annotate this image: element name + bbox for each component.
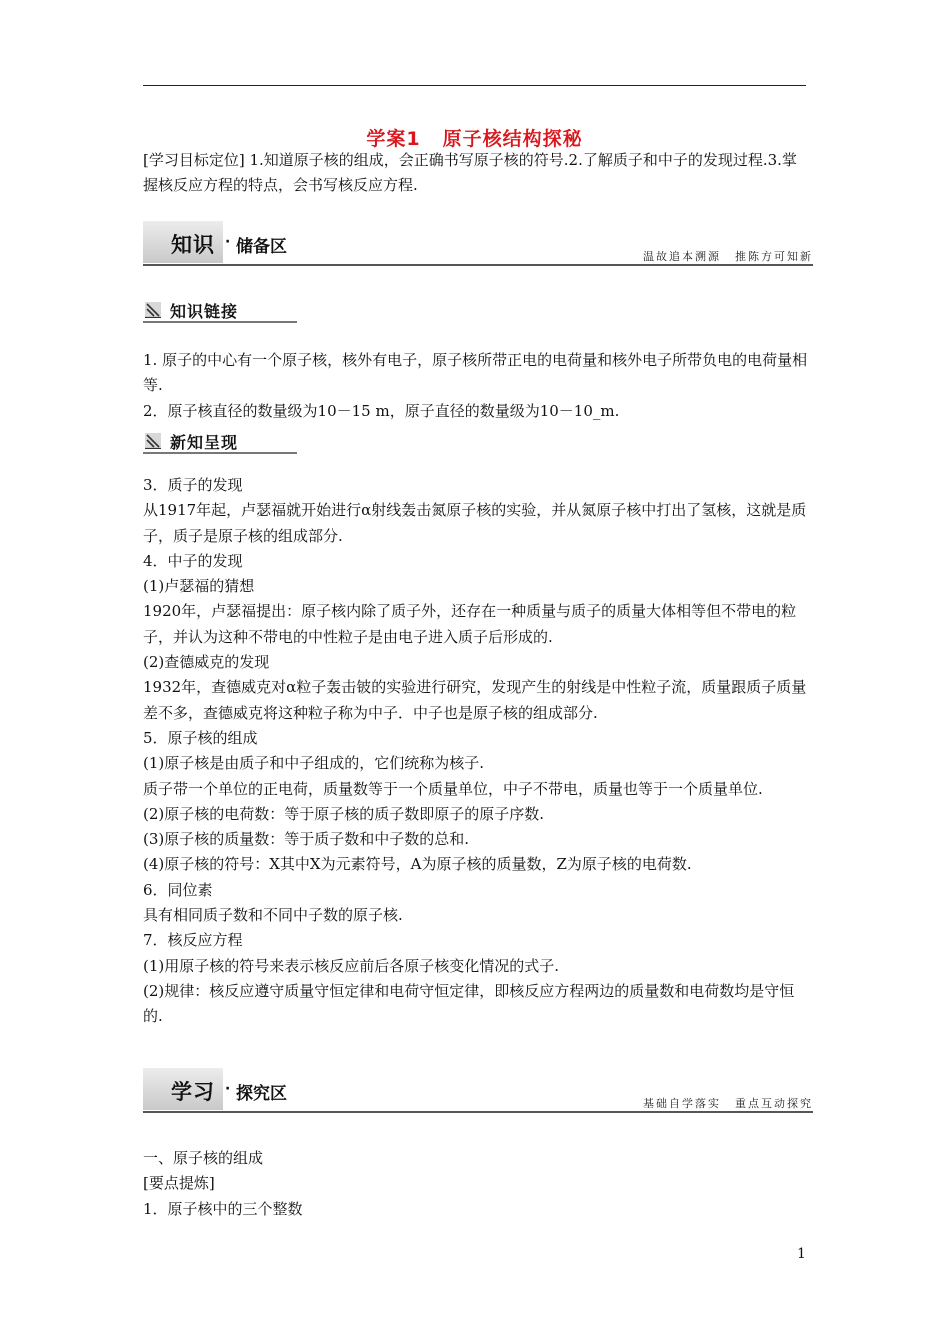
list-item: 1．原子核中的三个整数: [143, 1199, 303, 1218]
list-item: (2)规律：核反应遵守质量守恒定律和电荷守恒定律，即核反应方程两边的质量数和电荷数均是守恒的.: [143, 981, 795, 1026]
page-number: 1: [797, 1246, 806, 1262]
slogan-part: 推陈方可知新: [735, 250, 813, 263]
subhead-underline: [143, 452, 297, 454]
title-lesson-number: 学案1: [366, 128, 421, 150]
objectives-text: [学习目标定位] 1.知道原子核的组成，会正确书写原子核的符号.2.了解质子和中子的发现过程.3.掌握核反应方程的特点，会书写核反应方程.: [143, 151, 797, 195]
section-title: 探究区: [236, 1084, 287, 1104]
section-header-knowledge: [143, 221, 813, 267]
list-item: 5．原子核的组成: [143, 728, 258, 747]
list-item: 4．中子的发现: [143, 551, 243, 570]
list-item: [要点提炼]: [143, 1174, 215, 1193]
list-item: 具有相同质子数和不同中子数的原子核.: [143, 906, 403, 925]
diagonal-lines-icon: [145, 302, 161, 318]
list-item: 质子带一个单位的正电荷，质量数等于一个质量单位，中子不带电，质量也等于一个质量单位.: [143, 779, 763, 798]
list-item: (4)原子核的符号：X其中X为元素符号，A为原子核的质量数，Z为原子核的电荷数.: [143, 855, 692, 874]
title-topic: 原子核结构探秘: [442, 128, 583, 150]
list-item: (1)卢瑟福的猜想: [143, 577, 255, 596]
list-item: (2)原子核的电荷数：等于原子核的质子数即原子的原子序数.: [143, 804, 545, 823]
section-slogan: [643, 248, 813, 264]
subhead-label: 知识链接: [170, 302, 239, 321]
section-tab-label: 学习: [171, 1080, 215, 1104]
diagonal-lines-icon: [145, 433, 161, 449]
subhead-underline: [143, 321, 297, 323]
subhead-knowledge-links: [143, 299, 297, 324]
section-header-study: [143, 1068, 813, 1114]
slogan-part: 温故追本溯源: [643, 250, 721, 263]
knowledge-links-content: [143, 348, 808, 424]
list-item: 1920年，卢瑟福提出：原子核内除了质子外，还存在一种质量与质子的质量大体相等但不带电的粒子，并认为这种不带电的中性粒子是由电子进入质子后形成的.: [143, 602, 797, 646]
list-item: 7．核反应方程: [143, 931, 243, 950]
list-item: 2．原子核直径的数量级为10－15 m，原子直径的数量级为10－10_m.: [143, 401, 620, 420]
list-item: (2)查德威克的发现: [143, 653, 270, 672]
list-item: (3)原子核的质量数：等于质子数和中子数的总和.: [143, 830, 470, 849]
list-item: 1932年，查德威克对α粒子轰击铍的实验进行研究，发现产生的射线是中性粒子流，质量跟质子质量差不多，查德威克将这种粒子称为中子．中子也是原子核的组成部分.: [143, 678, 807, 722]
new-knowledge-content: [143, 473, 808, 1030]
section-rule: [143, 264, 813, 266]
list-item: 1. 原子的中心有一个原子核，核外有电子，原子核所带正电的电荷量和核外电子所带负电的电荷量相等.: [143, 351, 808, 395]
page-title: [143, 124, 806, 151]
section-slogan: [643, 1095, 813, 1111]
section-dot: ·: [225, 1081, 231, 1097]
list-item: 3．质子的发现: [143, 476, 243, 494]
list-item: 6．同位素: [143, 880, 213, 899]
section-tab-label: 知识: [171, 233, 215, 257]
list-item: (1)用原子核的符号来表示核反应前后各原子核变化情况的式子.: [143, 956, 560, 975]
header-rule: [143, 85, 806, 86]
study-content: [143, 1146, 808, 1222]
list-item: (1)原子核是由质子和中子组成的，它们统称为核子.: [143, 754, 485, 773]
section-rule: [143, 1111, 813, 1113]
section-title: 储备区: [236, 237, 287, 257]
section-dot: ·: [225, 234, 231, 250]
slogan-part: 重点互动探究: [735, 1097, 813, 1110]
list-item: 一、原子核的组成: [143, 1149, 264, 1167]
subhead-new-knowledge: [143, 430, 297, 455]
learning-objectives: [143, 148, 808, 199]
slogan-part: 基础自学落实: [643, 1097, 721, 1110]
subhead-label: 新知呈现: [170, 433, 239, 452]
list-item: 从1917年起，卢瑟福就开始进行α射线轰击氮原子核的实验，并从氮原子核中打出了氢核，这就是质子，质子是原子核的组成部分.: [143, 501, 807, 545]
